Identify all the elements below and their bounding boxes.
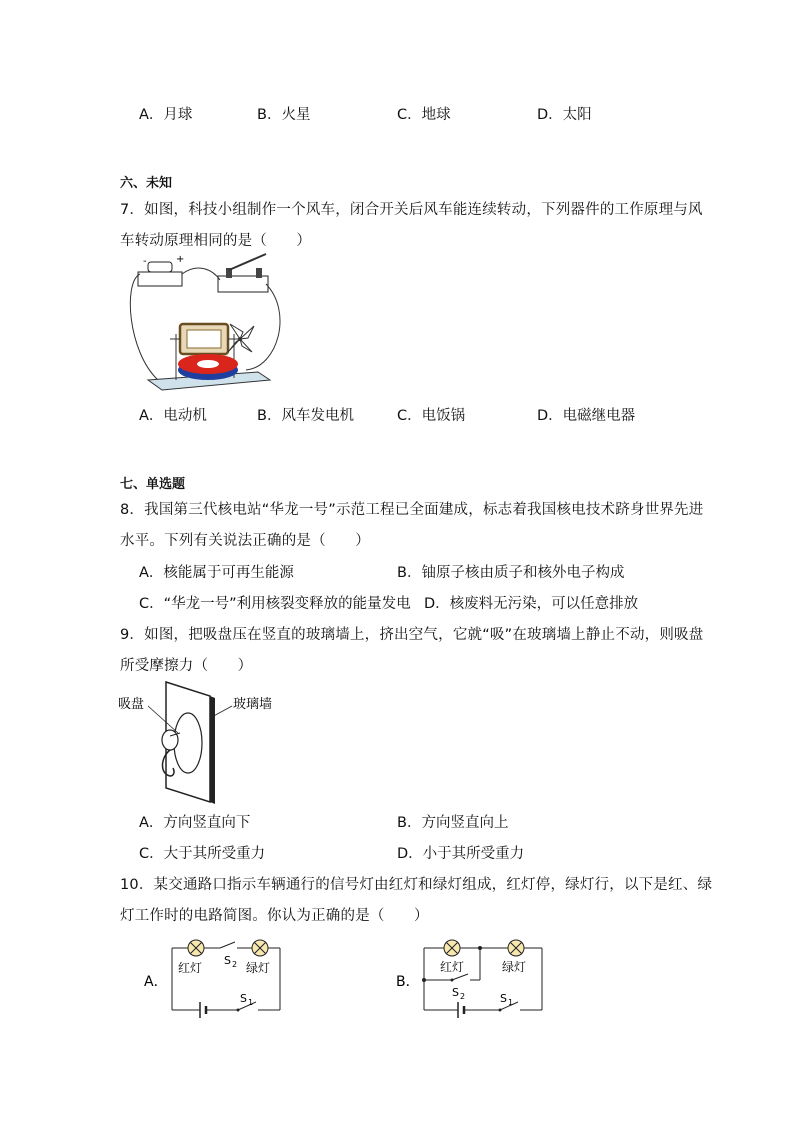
fan-icon <box>228 324 254 352</box>
q8-option-d: D．核废料无污染，可以任意排放 <box>424 596 639 612</box>
q10-stem-line2: 灯工作时的电路简图。你认为正确的是（ ） <box>120 908 429 924</box>
q10-a-red-lamp-label: 红灯 <box>178 961 203 975</box>
q10-stem-line1: 10．某交通路口指示车辆通行的信号灯由红灯和绿灯组成，红灯停，绿灯行，以下是红、绿 <box>120 877 713 893</box>
q8-stem-line2: 水平。下列有关说法正确的是（ ） <box>120 533 370 549</box>
q6-option-b: B．火星 <box>257 107 311 123</box>
q9-sucker-figure <box>118 678 288 806</box>
q10-circuit-a <box>140 934 290 1022</box>
q9-label-sucker: 吸盘 <box>118 697 145 712</box>
q9-option-a: A．方向竖直向下 <box>139 815 251 831</box>
green-lamp-icon <box>252 940 268 956</box>
q9-option-d: D．小于其所受重力 <box>397 846 525 862</box>
q10-b-s1-subscript: 1 <box>508 998 514 1007</box>
q10-b-s2-subscript: 2 <box>460 992 466 1001</box>
q8-stem-line1: 8．我国第三代核电站“华龙一号”示范工程已全面建成，标志着我国核电技术跻身世界先进 <box>120 502 704 518</box>
q10-circuit-b-label: B． <box>396 974 420 990</box>
q10-b-green-lamp-label: 绿灯 <box>502 960 527 974</box>
red-lamp-icon <box>188 940 204 956</box>
q7-option-d: D．电磁继电器 <box>537 408 636 424</box>
q6-option-d: D．太阳 <box>537 107 592 123</box>
q9-label-glass-wall: 玻璃墙 <box>233 697 273 712</box>
q7-option-a: A．电动机 <box>139 408 207 424</box>
q10-b-s2-label: S <box>452 986 459 999</box>
q10-circuit-b <box>396 934 551 1022</box>
q7-option-b: B．风车发电机 <box>257 408 354 424</box>
switch-s2-icon <box>220 942 235 948</box>
q10-a-s2-subscript: 2 <box>232 960 238 969</box>
green-lamp-icon <box>508 940 524 956</box>
q9-stem-line1: 9．如图，把吸盘压在竖直的玻璃墙上，挤出空气，它就“吸”在玻璃墙上静止不动，则吸盘 <box>120 627 704 643</box>
q9-option-c: C．大于其所受重力 <box>139 846 266 862</box>
q7-figure-minus: - <box>143 256 147 267</box>
q8-option-b: B．铀原子核由质子和核外电子构成 <box>397 565 625 581</box>
q6-option-a: A．月球 <box>139 107 193 123</box>
q7-figure-plus: + <box>176 254 185 265</box>
q7-stem-line1: 7．如图，科技小组制作一个风车，闭合开关后风车能连续转动，下列器件的工作原理与风 <box>120 202 703 218</box>
q6-option-c: C．地球 <box>397 107 451 123</box>
q10-a-s2-label: S <box>224 954 231 967</box>
q10-a-s1-subscript: 1 <box>248 998 254 1007</box>
section-title-unknown: 六、未知 <box>120 176 173 191</box>
q9-option-b: B．方向竖直向上 <box>397 815 509 831</box>
q10-circuit-a-label: A． <box>144 974 168 990</box>
q10-b-red-lamp-label: 红灯 <box>440 960 465 974</box>
q10-b-s1-label: S <box>500 992 507 1005</box>
section-title-single-choice: 七、单选题 <box>120 477 186 492</box>
q8-option-a: A．核能属于可再生能源 <box>139 565 294 581</box>
q9-stem-line2: 所受摩擦力（ ） <box>120 658 253 674</box>
q7-stem-line2: 车转动原理相同的是（ ） <box>120 233 312 249</box>
q10-a-s1-label: S <box>240 992 247 1005</box>
red-lamp-icon <box>444 940 460 956</box>
q7-windmill-figure <box>118 252 283 397</box>
battery-icon <box>148 262 172 272</box>
q8-option-c: C．“华龙一号”利用核裂变释放的能量发电 <box>139 596 411 612</box>
q7-option-c: C．电饭锅 <box>397 408 466 424</box>
q10-a-green-lamp-label: 绿灯 <box>246 961 271 975</box>
switch-s2-icon <box>452 974 468 980</box>
